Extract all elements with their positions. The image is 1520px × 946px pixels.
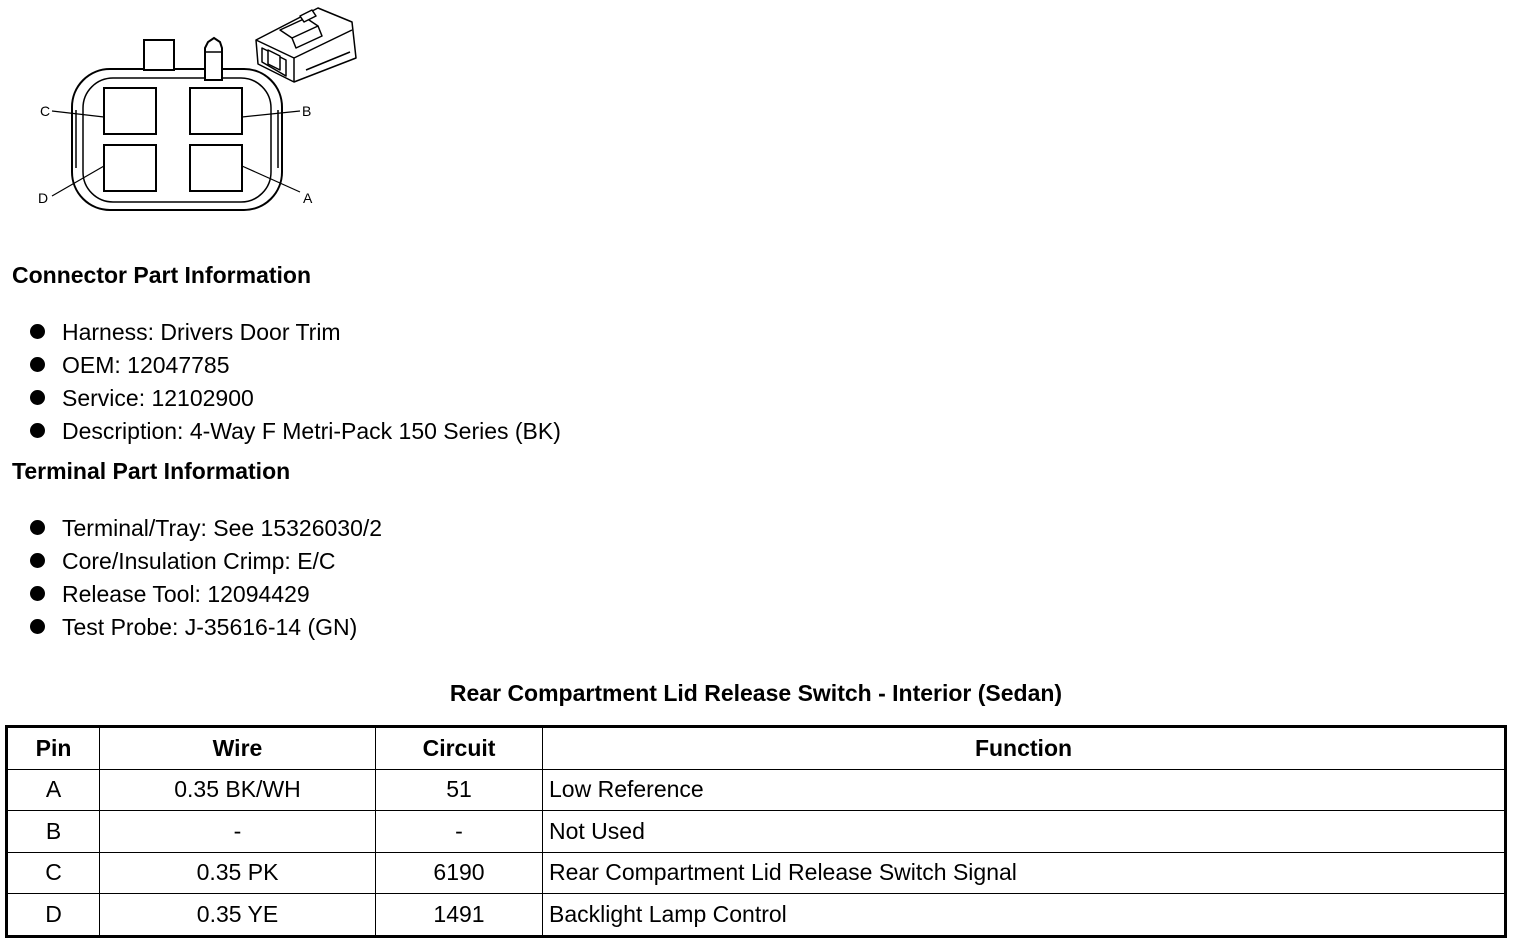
column-header-wire: Wire <box>100 727 376 770</box>
cell-circuit: 51 <box>376 769 543 811</box>
terminal-info-heading: Terminal Part Information <box>12 458 291 484</box>
bullet-icon <box>30 357 45 372</box>
connector-key-post <box>205 38 222 80</box>
pin-label-a: A <box>303 190 313 206</box>
cell-function: Low Reference <box>543 769 1506 811</box>
connector-info-list <box>30 316 561 448</box>
column-header-circuit: Circuit <box>376 727 543 770</box>
bullet-icon <box>30 423 45 438</box>
cell-pin: A <box>7 769 100 811</box>
cell-pin: C <box>7 852 100 894</box>
table-row <box>7 852 1506 894</box>
cavity-d <box>104 145 156 191</box>
bullet-icon <box>30 586 45 601</box>
pin-label-b: B <box>302 103 312 119</box>
cell-wire: 0.35 YE <box>100 894 376 937</box>
terminal-info-list <box>30 512 382 644</box>
cavity-b <box>190 88 242 134</box>
pin-label-d: D <box>38 190 49 206</box>
table-row <box>7 894 1506 937</box>
cavity-c <box>104 88 156 134</box>
cell-circuit: 6190 <box>376 852 543 894</box>
list-item: Test Probe: J-35616-14 (GN) <box>30 611 382 644</box>
list-item: Terminal/Tray: See 15326030/2 <box>30 512 382 545</box>
bullet-icon <box>30 390 45 405</box>
connector-thumbnail <box>256 0 356 82</box>
list-item: Harness: Drivers Door Trim <box>30 316 561 349</box>
cell-pin: D <box>7 894 100 937</box>
list-item: Release Tool: 12094429 <box>30 578 382 611</box>
bullet-icon <box>30 324 45 339</box>
table-row <box>7 769 1506 811</box>
bullet-icon <box>30 520 45 535</box>
cell-function: Not Used <box>543 811 1506 853</box>
pinout-table <box>5 725 1507 938</box>
connector-info-heading: Connector Part Information <box>12 262 312 288</box>
cavity-a <box>190 145 242 191</box>
cell-wire: 0.35 BK/WH <box>100 769 376 811</box>
table-header-row <box>7 727 1506 770</box>
cell-function: Backlight Lamp Control <box>543 894 1506 937</box>
pin-label-c: C <box>40 103 51 119</box>
column-header-pin: Pin <box>7 727 100 770</box>
list-item: Service: 12102900 <box>30 382 561 415</box>
cell-wire: - <box>100 811 376 853</box>
cell-function: Rear Compartment Lid Release Switch Signal <box>543 852 1506 894</box>
bullet-icon <box>30 553 45 568</box>
connector-face-diagram <box>0 0 380 225</box>
column-header-function: Function <box>543 727 1506 770</box>
cell-circuit: 1491 <box>376 894 543 937</box>
list-item: Core/Insulation Crimp: E/C <box>30 545 382 578</box>
cell-circuit: - <box>376 811 543 853</box>
cell-wire: 0.35 PK <box>100 852 376 894</box>
cell-pin: B <box>7 811 100 853</box>
bullet-icon <box>30 619 45 634</box>
connector-latch <box>144 40 174 70</box>
list-item: OEM: 12047785 <box>30 349 561 382</box>
table-row <box>7 811 1506 853</box>
list-item: Description: 4-Way F Metri-Pack 150 Series (BK) <box>30 415 561 448</box>
table-title: Rear Compartment Lid Release Switch - Interior (Sedan) <box>449 680 1063 706</box>
